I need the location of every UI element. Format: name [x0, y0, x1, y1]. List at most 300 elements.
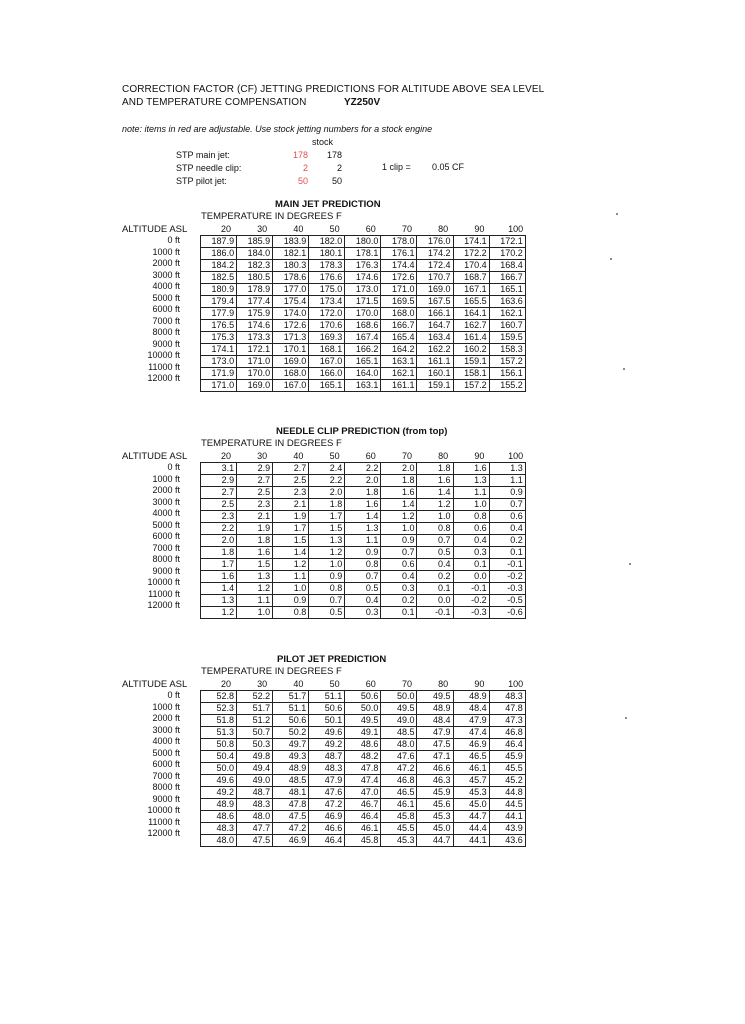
- table-cell: 175.3: [201, 332, 237, 344]
- table-cell: 0.2: [489, 535, 525, 547]
- temperature-column-header: 100: [508, 451, 524, 461]
- stp-adjustable-value[interactable]: 178: [292, 150, 308, 160]
- temperature-column-header: 70: [401, 679, 412, 689]
- table-cell: 2.9: [237, 463, 273, 475]
- table-cell: 1.3: [201, 595, 237, 607]
- table-cell: 168.1: [309, 344, 345, 356]
- table-cell: 0.5: [417, 547, 453, 559]
- table-cell: 0.0: [417, 595, 453, 607]
- table-cell: 48.1: [273, 787, 309, 799]
- scan-speck: [629, 563, 631, 565]
- table-cell: 47.4: [453, 727, 489, 739]
- table-cell: 172.4: [417, 260, 453, 272]
- altitude-header: ALTITUDE ASL: [122, 224, 188, 235]
- table-cell: 47.2: [381, 763, 417, 775]
- table-cell: 1.4: [381, 499, 417, 511]
- altitude-row-label: 0 ft: [167, 235, 180, 245]
- table-cell: 2.5: [237, 487, 273, 499]
- table-cell: 48.7: [309, 751, 345, 763]
- temperature-column-header: 90: [474, 224, 485, 234]
- altitude-row-label: 11000 ft: [148, 361, 180, 372]
- table-cell: 45.7: [453, 775, 489, 787]
- altitude-row-label: 4000 ft: [152, 736, 180, 746]
- table-cell: 46.9: [309, 811, 345, 823]
- table-cell: 172.1: [489, 236, 525, 248]
- table-row: [201, 463, 526, 475]
- table-cell: 49.2: [201, 787, 237, 799]
- table-cell: 0.4: [381, 571, 417, 583]
- table-cell: 1.7: [309, 511, 345, 523]
- clip-label: 1 clip =: [382, 162, 411, 172]
- table-row: [201, 284, 526, 296]
- table-cell: 1.0: [309, 559, 345, 571]
- altitude-row-label: 8000 ft: [152, 327, 180, 337]
- table-cell: 48.2: [345, 751, 381, 763]
- table-cell: 166.2: [345, 344, 381, 356]
- table-cell: 1.6: [381, 487, 417, 499]
- stp-label: STP pilot jet:: [176, 176, 227, 186]
- temperature-column-header: 80: [438, 451, 449, 461]
- table-cell: 173.3: [237, 332, 273, 344]
- altitude-row-label: 10000 ft: [147, 350, 180, 360]
- altitude-row-label: 11000 ft: [148, 816, 180, 827]
- table-cell: 2.0: [201, 535, 237, 547]
- stp-stock-value: 178: [326, 150, 342, 160]
- table-cell: 2.7: [273, 463, 309, 475]
- table-cell: 1.4: [417, 487, 453, 499]
- table-cell: 44.8: [489, 787, 525, 799]
- table-cell: 51.1: [273, 703, 309, 715]
- table-cell: 45.9: [417, 787, 453, 799]
- table-cell: 0.4: [345, 595, 381, 607]
- table-cell: 177.9: [201, 308, 237, 320]
- table-cell: 176.0: [417, 236, 453, 248]
- table-cell: 180.1: [309, 248, 345, 260]
- table-cell: 0.4: [417, 559, 453, 571]
- table-cell: 185.9: [237, 236, 273, 248]
- table-cell: 171.3: [273, 332, 309, 344]
- temperature-column-header: 60: [365, 451, 376, 461]
- table-cell: 48.7: [237, 787, 273, 799]
- clip-value: 0.05 CF: [432, 162, 465, 172]
- table-cell: 47.3: [489, 715, 525, 727]
- altitude-row-labels: [122, 462, 180, 612]
- table-cell: 2.1: [237, 511, 273, 523]
- table-row: [201, 823, 526, 835]
- table-cell: 0.9: [345, 547, 381, 559]
- table-cell: 46.3: [417, 775, 453, 787]
- table-cell: 52.8: [201, 691, 237, 703]
- table-row: [201, 380, 526, 392]
- table-cell: 1.6: [201, 571, 237, 583]
- table-cell: 45.2: [489, 775, 525, 787]
- table-cell: 182.5: [201, 272, 237, 284]
- altitude-row-labels: [122, 235, 180, 385]
- table-cell: 46.1: [453, 763, 489, 775]
- table-cell: 165.1: [309, 380, 345, 392]
- table-cell: 1.8: [309, 499, 345, 511]
- table-cell: 1.3: [453, 475, 489, 487]
- table-cell: 49.6: [201, 775, 237, 787]
- scan-speck: [623, 368, 625, 370]
- table-cell: 49.6: [309, 727, 345, 739]
- table-cell: 47.7: [237, 823, 273, 835]
- table-row: [201, 559, 526, 571]
- stp-label: STP main jet:: [176, 150, 230, 160]
- table-cell: 168.4: [489, 260, 525, 272]
- temperature-column-header: 50: [329, 451, 340, 461]
- table-cell: 0.9: [381, 535, 417, 547]
- table-cell: 47.5: [237, 835, 273, 847]
- table-cell: 170.6: [309, 320, 345, 332]
- scan-speck: [616, 213, 618, 215]
- altitude-row-label: 10000 ft: [147, 805, 180, 815]
- table-cell: 169.0: [417, 284, 453, 296]
- table-cell: 46.9: [453, 739, 489, 751]
- table-cell: 157.2: [453, 380, 489, 392]
- table-row: [201, 607, 526, 619]
- table-cell: 168.0: [381, 308, 417, 320]
- table-cell: 1.2: [309, 547, 345, 559]
- table-cell: 175.4: [273, 296, 309, 308]
- table-cell: 1.3: [489, 463, 525, 475]
- table-cell: 1.1: [453, 487, 489, 499]
- table-cell: 1.8: [381, 475, 417, 487]
- temperature-column-header: 30: [257, 224, 268, 234]
- table-cell: 2.2: [201, 523, 237, 535]
- table-cell: 1.5: [237, 559, 273, 571]
- altitude-row-label: 9000 ft: [152, 793, 180, 804]
- table-cell: 1.8: [417, 463, 453, 475]
- table-cell: 1.2: [417, 499, 453, 511]
- table-cell: 50.0: [381, 691, 417, 703]
- temperature-column-header: 90: [474, 451, 485, 461]
- table-cell: 50.1: [309, 715, 345, 727]
- table-cell: -0.2: [453, 595, 489, 607]
- temperature-column-header: 100: [508, 224, 524, 234]
- table-cell: 176.5: [201, 320, 237, 332]
- table-cell: 45.9: [489, 751, 525, 763]
- table-row: [201, 272, 526, 284]
- table-cell: 49.3: [273, 751, 309, 763]
- table-row: [201, 499, 526, 511]
- stp-stock-value: 50: [331, 176, 342, 186]
- table-cell: 172.2: [453, 248, 489, 260]
- table-cell: 162.7: [453, 320, 489, 332]
- table-cell: 2.0: [309, 487, 345, 499]
- table-cell: 159.5: [489, 332, 525, 344]
- table-cell: 167.0: [309, 356, 345, 368]
- altitude-row-label: 2000 ft: [152, 713, 180, 723]
- table-row: [201, 308, 526, 320]
- temperature-column-header: 90: [474, 679, 485, 689]
- table-cell: 182.0: [309, 236, 345, 248]
- table-cell: 49.4: [237, 763, 273, 775]
- table-cell: 50.8: [201, 739, 237, 751]
- altitude-row-label: 1000 ft: [152, 473, 180, 484]
- section-title: NEEDLE CLIP PREDICTION (from top): [276, 426, 448, 437]
- temperature-header: TEMPERATURE IN DEGREES F: [201, 666, 342, 677]
- table-cell: 49.1: [345, 727, 381, 739]
- table-cell: 164.2: [381, 344, 417, 356]
- table-cell: 1.6: [453, 463, 489, 475]
- table-cell: 47.0: [345, 787, 381, 799]
- table-cell: 163.6: [489, 296, 525, 308]
- table-cell: 47.6: [381, 751, 417, 763]
- table-cell: 0.9: [489, 487, 525, 499]
- altitude-row-label: 12000 ft: [147, 828, 180, 838]
- table-cell: 48.9: [273, 763, 309, 775]
- table-cell: -0.1: [453, 583, 489, 595]
- table-cell: 165.4: [381, 332, 417, 344]
- table-cell: 47.6: [309, 787, 345, 799]
- table-cell: 0.1: [489, 547, 525, 559]
- table-cell: 51.8: [201, 715, 237, 727]
- table-cell: 48.4: [453, 703, 489, 715]
- stp-adjustable-value[interactable]: 50: [297, 176, 308, 186]
- section-title: MAIN JET PREDICTION: [275, 199, 381, 210]
- table-row: [201, 248, 526, 260]
- table-cell: 47.9: [417, 727, 453, 739]
- table-cell: 50.6: [345, 691, 381, 703]
- table-cell: 180.0: [345, 236, 381, 248]
- table-cell: 166.1: [417, 308, 453, 320]
- table-row: [201, 727, 526, 739]
- altitude-header: ALTITUDE ASL: [122, 679, 188, 690]
- table-cell: 169.5: [381, 296, 417, 308]
- stp-label: STP needle clip:: [176, 163, 242, 173]
- table-cell: 173.0: [201, 356, 237, 368]
- table-cell: 178.9: [237, 284, 273, 296]
- table-cell: 174.4: [381, 260, 417, 272]
- table-cell: -0.1: [489, 559, 525, 571]
- table-cell: 1.3: [237, 571, 273, 583]
- table-cell: 52.2: [237, 691, 273, 703]
- table-cell: 166.7: [489, 272, 525, 284]
- table-cell: 2.3: [237, 499, 273, 511]
- table-cell: 170.0: [237, 368, 273, 380]
- table-cell: 45.0: [453, 799, 489, 811]
- temperature-column-header: 40: [293, 451, 304, 461]
- altitude-row-label: 4000 ft: [152, 508, 180, 518]
- table-cell: 50.0: [345, 703, 381, 715]
- table-cell: 44.4: [453, 823, 489, 835]
- table-cell: 1.2: [201, 607, 237, 619]
- table-cell: 47.2: [309, 799, 345, 811]
- table-cell: 157.2: [489, 356, 525, 368]
- table-row: [201, 739, 526, 751]
- table-cell: 1.6: [417, 475, 453, 487]
- table-cell: 1.0: [453, 499, 489, 511]
- table-cell: 178.3: [309, 260, 345, 272]
- table-cell: 173.0: [345, 284, 381, 296]
- table-cell: 162.2: [417, 344, 453, 356]
- table-cell: 46.1: [345, 823, 381, 835]
- table-cell: 162.1: [381, 368, 417, 380]
- table-cell: 175.9: [237, 308, 273, 320]
- temperature-column-header: 30: [257, 679, 268, 689]
- altitude-row-label: 12000 ft: [147, 373, 180, 383]
- table-cell: 0.6: [489, 511, 525, 523]
- table-cell: 1.0: [417, 511, 453, 523]
- table-cell: 161.1: [381, 380, 417, 392]
- table-cell: 50.7: [237, 727, 273, 739]
- table-cell: 173.4: [309, 296, 345, 308]
- table-cell: 51.7: [237, 703, 273, 715]
- altitude-row-label: 8000 ft: [152, 554, 180, 564]
- table-cell: 168.7: [453, 272, 489, 284]
- temperature-column-header: 70: [401, 224, 412, 234]
- table-cell: 0.3: [381, 583, 417, 595]
- table-cell: 0.4: [489, 523, 525, 535]
- temperature-header: TEMPERATURE IN DEGREES F: [201, 438, 342, 449]
- table-cell: 1.1: [273, 571, 309, 583]
- table-cell: 48.3: [489, 691, 525, 703]
- table-cell: 164.1: [453, 308, 489, 320]
- table-cell: 1.8: [345, 487, 381, 499]
- table-cell: 158.1: [453, 368, 489, 380]
- table-cell: 48.3: [309, 763, 345, 775]
- model-name: YZ250V: [344, 97, 381, 108]
- table-cell: 3.1: [201, 463, 237, 475]
- table-cell: 51.7: [273, 691, 309, 703]
- table-row: [201, 835, 526, 847]
- table-cell: 0.2: [381, 595, 417, 607]
- table-cell: 45.3: [417, 811, 453, 823]
- table-cell: 47.4: [345, 775, 381, 787]
- table-row: [201, 799, 526, 811]
- table-cell: 164.0: [345, 368, 381, 380]
- table-cell: 2.3: [201, 511, 237, 523]
- table-cell: 1.8: [237, 535, 273, 547]
- table-cell: 50.0: [201, 763, 237, 775]
- table-cell: 46.4: [309, 835, 345, 847]
- table-cell: 46.5: [453, 751, 489, 763]
- table-row: [201, 296, 526, 308]
- table-cell: 1.2: [237, 583, 273, 595]
- table-cell: 1.1: [345, 535, 381, 547]
- temperature-column-header: 40: [293, 224, 304, 234]
- table-cell: 167.4: [345, 332, 381, 344]
- temperature-column-header: 100: [508, 679, 524, 689]
- table-cell: 163.1: [381, 356, 417, 368]
- table-cell: 51.3: [201, 727, 237, 739]
- prediction-table: [200, 690, 526, 847]
- table-cell: 45.8: [381, 811, 417, 823]
- table-cell: 0.1: [453, 559, 489, 571]
- table-cell: 172.6: [381, 272, 417, 284]
- table-row: [201, 715, 526, 727]
- temperature-column-header: 50: [329, 224, 340, 234]
- table-cell: 159.1: [453, 356, 489, 368]
- table-cell: 0.7: [381, 547, 417, 559]
- table-cell: 46.9: [273, 835, 309, 847]
- table-cell: 0.2: [417, 571, 453, 583]
- table-cell: 45.5: [381, 823, 417, 835]
- table-cell: 172.6: [273, 320, 309, 332]
- table-cell: 164.7: [417, 320, 453, 332]
- table-cell: 0.9: [309, 571, 345, 583]
- table-cell: 43.9: [489, 823, 525, 835]
- altitude-row-label: 2000 ft: [152, 485, 180, 495]
- table-cell: 1.2: [273, 559, 309, 571]
- table-cell: 47.9: [453, 715, 489, 727]
- table-cell: 0.7: [309, 595, 345, 607]
- table-cell: 46.4: [345, 811, 381, 823]
- table-cell: 167.5: [417, 296, 453, 308]
- table-row: [201, 511, 526, 523]
- altitude-row-label: 10000 ft: [147, 577, 180, 587]
- table-cell: 50.2: [273, 727, 309, 739]
- table-cell: 1.6: [237, 547, 273, 559]
- table-cell: -0.5: [489, 595, 525, 607]
- temperature-column-header: 60: [365, 224, 376, 234]
- table-cell: 46.6: [309, 823, 345, 835]
- table-cell: 48.4: [417, 715, 453, 727]
- table-cell: 166.0: [309, 368, 345, 380]
- table-cell: 44.7: [417, 835, 453, 847]
- table-cell: 48.0: [201, 835, 237, 847]
- altitude-row-label: 5000 ft: [152, 519, 180, 530]
- table-cell: 43.6: [489, 835, 525, 847]
- table-cell: 1.9: [237, 523, 273, 535]
- table-cell: 171.5: [345, 296, 381, 308]
- table-cell: 2.5: [273, 475, 309, 487]
- table-cell: 46.6: [417, 763, 453, 775]
- stp-adjustable-value[interactable]: 2: [302, 163, 308, 173]
- table-cell: 167.1: [453, 284, 489, 296]
- table-cell: 161.1: [417, 356, 453, 368]
- altitude-row-label: 1000 ft: [152, 246, 180, 257]
- table-cell: 174.2: [417, 248, 453, 260]
- table-cell: 159.1: [417, 380, 453, 392]
- table-row: [201, 763, 526, 775]
- table-cell: 48.9: [453, 691, 489, 703]
- altitude-row-label: 5000 ft: [152, 292, 180, 303]
- table-cell: 44.7: [453, 811, 489, 823]
- altitude-row-label: 11000 ft: [148, 588, 180, 599]
- table-row: [201, 775, 526, 787]
- table-cell: -0.6: [489, 607, 525, 619]
- table-cell: 49.8: [237, 751, 273, 763]
- table-row: [201, 583, 526, 595]
- table-row: [201, 356, 526, 368]
- table-cell: 45.0: [417, 823, 453, 835]
- table-cell: 163.1: [345, 380, 381, 392]
- temperature-column-header: 70: [401, 451, 412, 461]
- table-cell: 1.7: [273, 523, 309, 535]
- table-cell: 1.9: [273, 511, 309, 523]
- altitude-header: ALTITUDE ASL: [122, 451, 188, 462]
- table-cell: 168.6: [345, 320, 381, 332]
- table-row: [201, 811, 526, 823]
- table-row: [201, 787, 526, 799]
- table-cell: 179.4: [201, 296, 237, 308]
- table-row: [201, 475, 526, 487]
- table-cell: 160.2: [453, 344, 489, 356]
- table-row: [201, 236, 526, 248]
- table-cell: 1.6: [345, 499, 381, 511]
- table-cell: 0.7: [489, 499, 525, 511]
- table-cell: 171.0: [201, 380, 237, 392]
- table-cell: 0.1: [381, 607, 417, 619]
- table-cell: 1.3: [309, 535, 345, 547]
- table-row: [201, 344, 526, 356]
- table-cell: -0.1: [417, 607, 453, 619]
- table-cell: 44.5: [489, 799, 525, 811]
- table-cell: 183.9: [273, 236, 309, 248]
- table-cell: 2.7: [201, 487, 237, 499]
